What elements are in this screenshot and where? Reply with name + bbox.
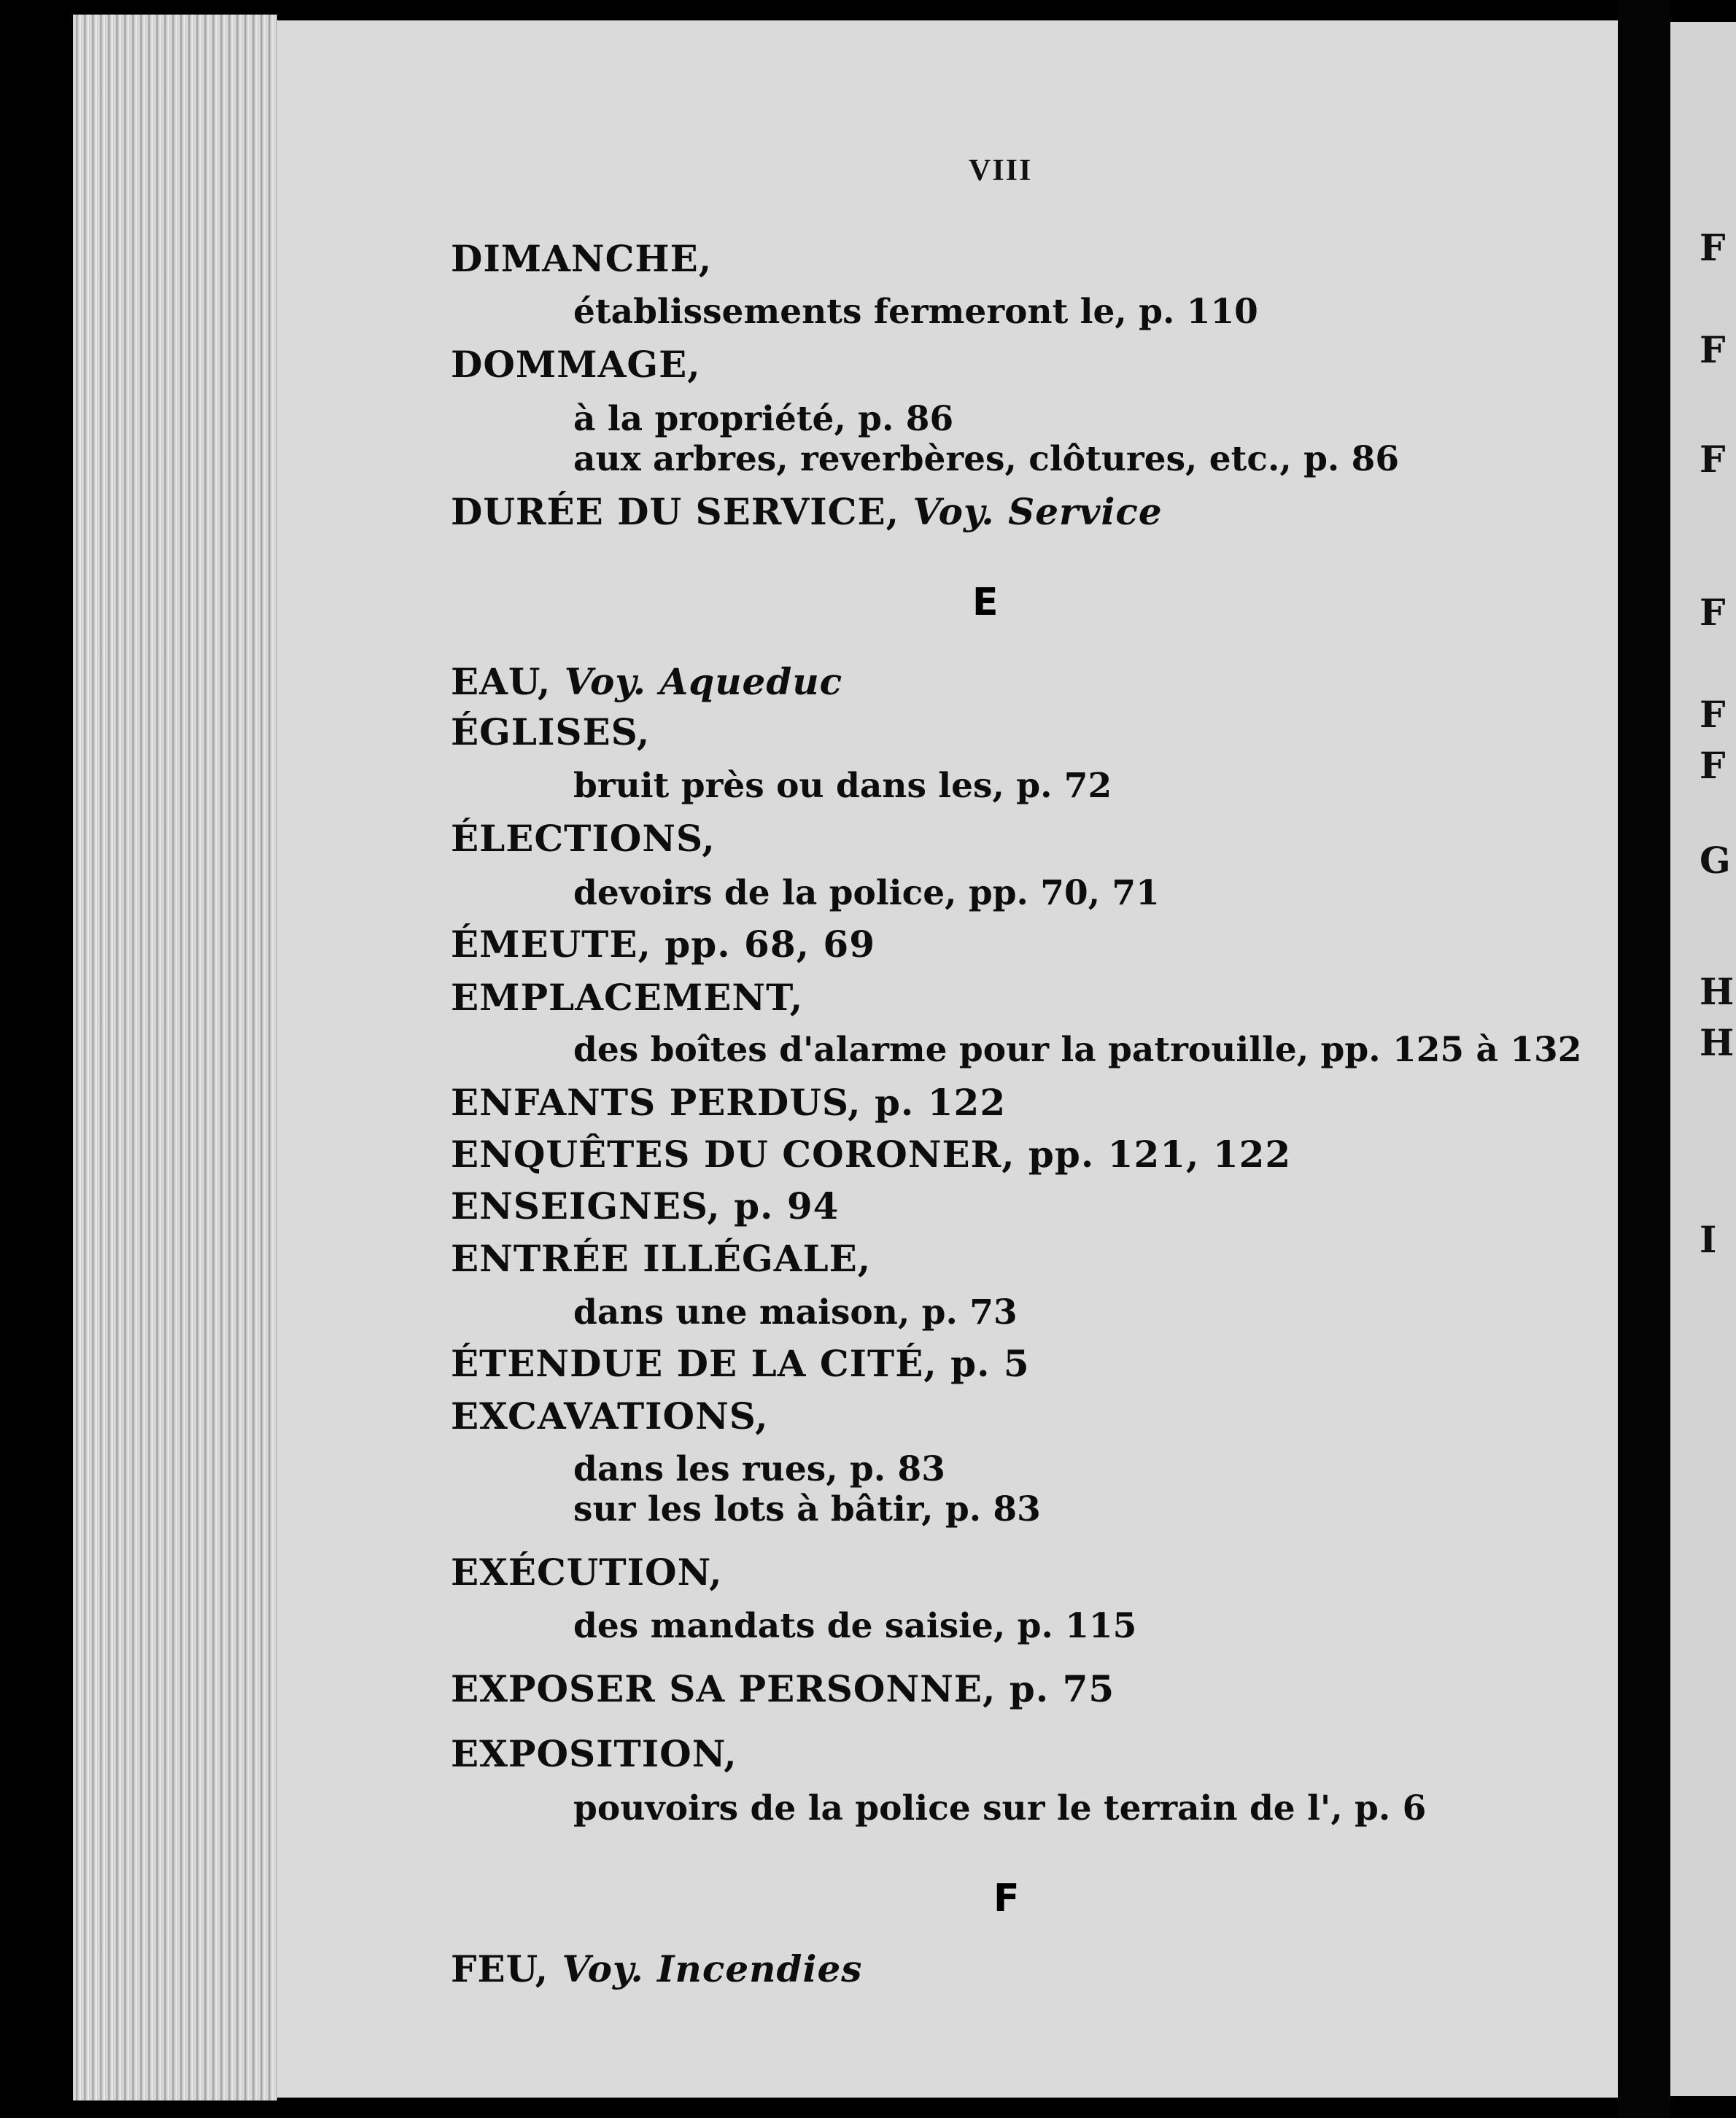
index-term: DURÉE DU SERVICE, — [451, 490, 899, 533]
facing-letter: F — [1700, 438, 1726, 481]
index-subentry: bruit près ou dans les, p. 72 — [573, 766, 1112, 806]
index-term: ENQUÊTES DU CORONER, pp. 121, 122 — [451, 1133, 1292, 1176]
facing-letter: F — [1700, 591, 1726, 634]
index-term: EXCAVATIONS, — [451, 1394, 769, 1438]
index-term: EXPOSITION, — [451, 1732, 737, 1775]
index-subentry: aux arbres, reverbères, clôtures, etc., p. 86 — [573, 439, 1400, 479]
facing-letter: G — [1700, 839, 1731, 882]
index-cross-reference: Voy. Incendies — [562, 1947, 863, 1990]
index-subentry: pouvoirs de la police sur le terrain de l', p. 6 — [573, 1788, 1427, 1828]
index-subentry: à la propriété, p. 86 — [573, 399, 954, 439]
index-term: ENTRÉE ILLÉGALE, — [451, 1237, 872, 1280]
index-term: ENFANTS PERDUS, p. 122 — [451, 1081, 1007, 1124]
facing-letter: F — [1700, 693, 1726, 736]
facing-letter: F — [1700, 744, 1726, 787]
index-term: EXÉCUTION, — [451, 1551, 723, 1594]
index-subentry: des mandats de saisie, p. 115 — [573, 1606, 1137, 1646]
index-subentry: dans les rues, p. 83 — [573, 1449, 945, 1489]
index-term: EAU, — [451, 660, 551, 703]
index-term: EXPOSER SA PERSONNE, p. 75 — [451, 1667, 1115, 1710]
index-entry — [451, 490, 1163, 534]
index-subentry: sur les lots à bâtir, p. 83 — [573, 1489, 1041, 1529]
index-term: EMPLACEMENT, — [451, 976, 804, 1019]
facing-letter: H — [1700, 970, 1735, 1013]
facing-letter: F — [1700, 328, 1726, 371]
index-term: ÉMEUTE, pp. 68, 69 — [451, 923, 876, 966]
section-letter: F — [993, 1877, 1020, 1920]
index-subentry: établissements fermeront le, p. 110 — [573, 292, 1258, 332]
index-subentry: des boîtes d'alarme pour la patrouille, pp. 125 à 132 — [573, 1030, 1582, 1070]
page-number: VIII — [969, 154, 1033, 187]
section-letter: E — [972, 581, 999, 624]
index-term: ÉTENDUE DE LA CITÉ, p. 5 — [451, 1342, 1030, 1385]
index-term: ÉLECTIONS, — [451, 817, 716, 860]
index-term: ENSEIGNES, p. 94 — [451, 1184, 840, 1227]
facing-letter: H — [1700, 1021, 1735, 1064]
index-cross-reference: Voy. Service — [912, 490, 1163, 533]
index-term: DOMMAGE, — [451, 343, 701, 386]
index-entry — [451, 660, 842, 704]
index-term: ÉGLISES, — [451, 710, 651, 753]
book-gutter — [1618, 0, 1670, 2118]
index-subentry: dans une maison, p. 73 — [573, 1292, 1018, 1333]
facing-letter: F — [1700, 226, 1726, 269]
index-cross-reference: Voy. Aqueduc — [564, 660, 843, 703]
index-term: DIMANCHE, — [451, 237, 713, 280]
facing-page — [1670, 22, 1736, 2096]
index-term: FEU, — [451, 1947, 549, 1990]
index-entry — [451, 1947, 862, 1991]
index-subentry: devoirs de la police, pp. 70, 71 — [573, 873, 1160, 913]
page-edges — [73, 15, 277, 2100]
facing-letter: I — [1700, 1218, 1717, 1261]
